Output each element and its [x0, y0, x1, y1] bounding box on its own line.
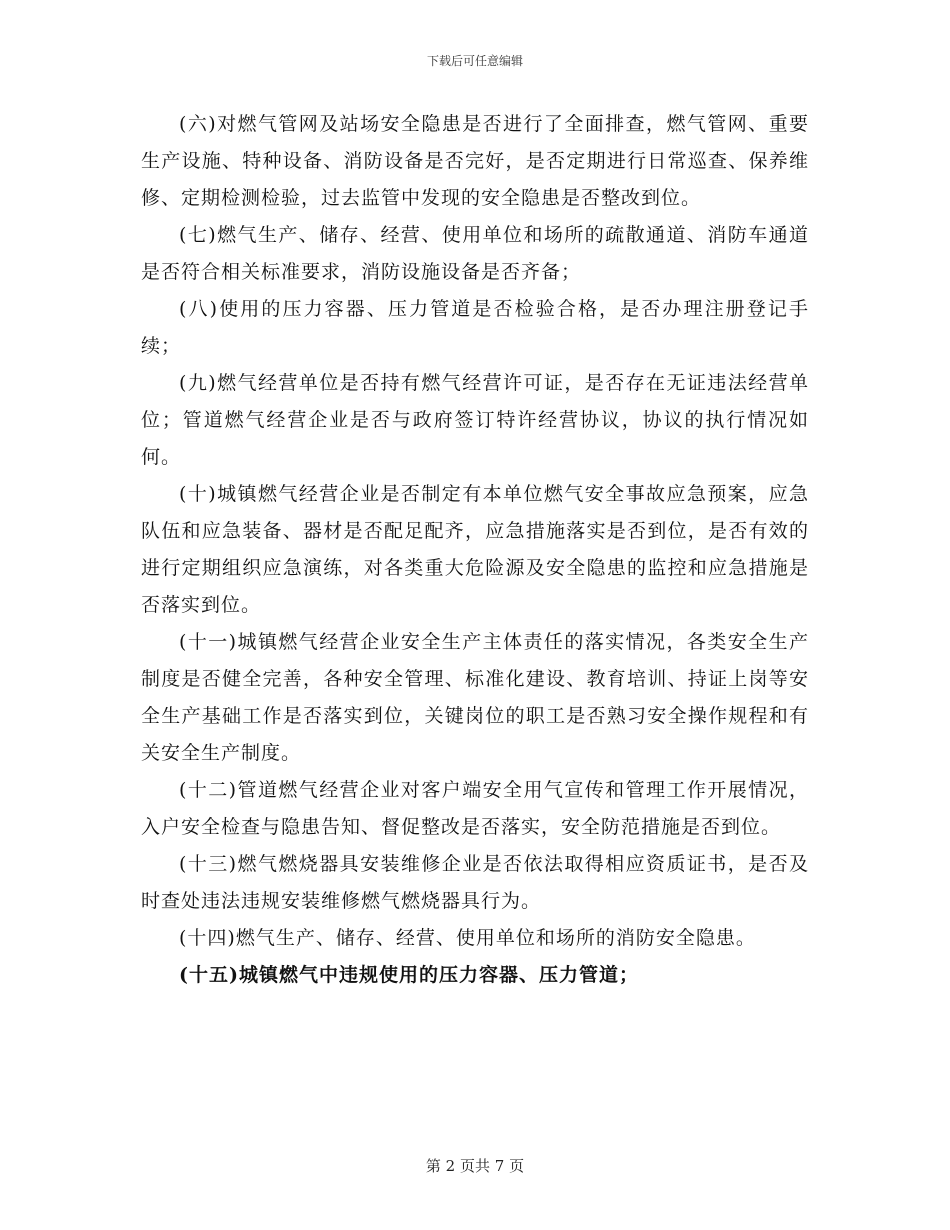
paragraph-item-13: (十三)燃气燃烧器具安装维修企业是否依法取得相应资质证书，是否及时查处违法违规安装维修燃气燃烧器具行为。 — [141, 853, 809, 912]
paragraph-item-7: (七)燃气生产、储存、经营、使用单位和场所的疏散通道、消防车通道是否符合相关标准要求，消防设施设备是否齐备； — [141, 224, 809, 283]
paragraph-item-11: (十一)城镇燃气经营企业安全生产主体责任的落实情况，各类安全生产制度是否健全完善，各种安全管理、标准化建设、教育培训、持证上岗等安全生产基础工作是否落实到位，关键岗位的职工是否熟习安全操作规程和有关安全生产制度。 — [141, 631, 809, 764]
paragraph-item-14: (十四)燃气生产、储存、经营、使用单位和场所的消防安全隐患。 — [179, 927, 756, 949]
paragraph-item-9: (九)燃气经营单位是否持有燃气经营许可证，是否存在无证违法经营单位；管道燃气经营企业是否与政府签订特许经营协议，协议的执行情况如何。 — [141, 372, 809, 468]
page-number: 第 2 页共 7 页 — [425, 1157, 525, 1175]
paragraph-item-8: (八)使用的压力容器、压力管道是否检验合格，是否办理注册登记手续； — [141, 298, 809, 357]
paragraph-item-12: (十二)管道燃气经营企业对客户端安全用气宣传和管理工作开展情况，入户安全检查与隐患告知、督促整改是否落实，安全防范措施是否到位。 — [141, 779, 809, 838]
paragraph-item-6: (六)对燃气管网及站场安全隐患是否进行了全面排查，燃气管网、重要生产设施、特种设备、消防设备是否完好，是否定期进行日常巡查、保养维修、定期检测检验，过去监管中发现的安全隐患是否整改到位。 — [141, 113, 809, 209]
document-body — [141, 106, 809, 994]
paragraph-item-15: (十五)城镇燃气中违规使用的压力容器、压力管道； — [179, 964, 639, 986]
page-header: 下载后可任意编辑 — [426, 54, 523, 68]
paragraph-item-10: (十)城镇燃气经营企业是否制定有本单位燃气安全事故应急预案，应急队伍和应急装备、器材是否配足配齐，应急措施落实是否到位，是否有效的进行定期组织应急演练，对各类重大危险源及安全隐患的监控和应急措施是否落实到位。 — [141, 483, 809, 616]
